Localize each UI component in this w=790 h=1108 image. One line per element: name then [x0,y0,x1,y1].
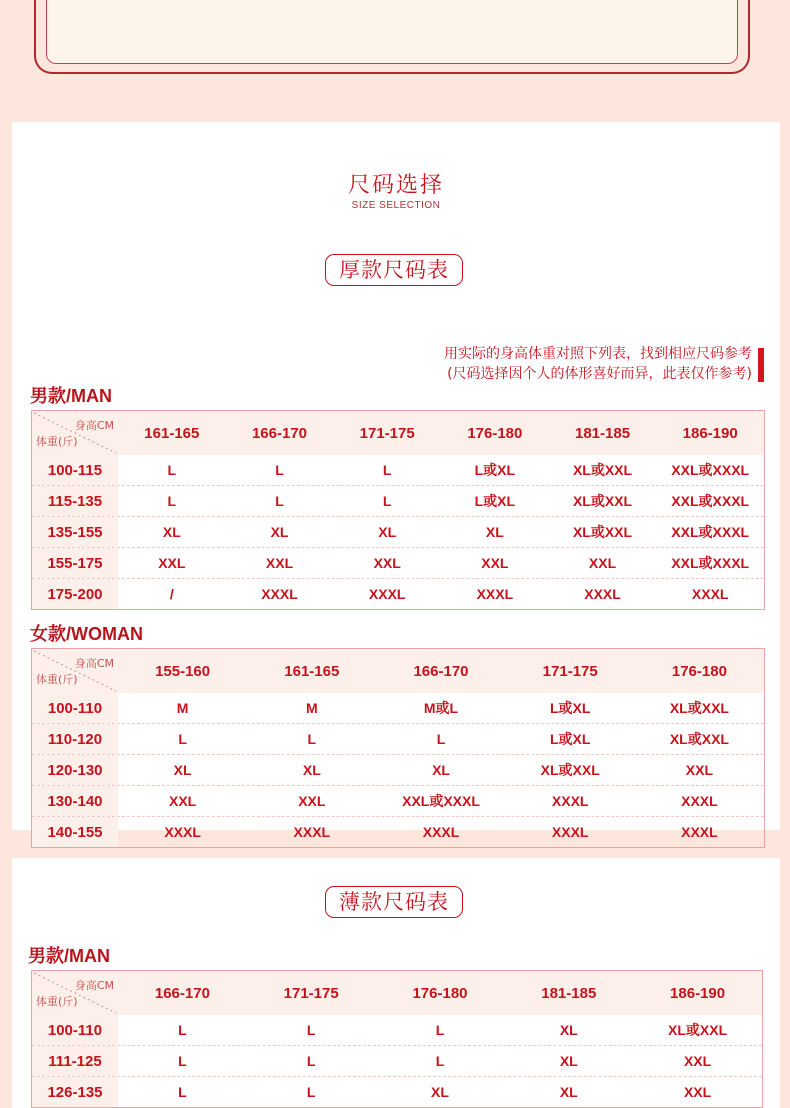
size-cell: XXXL [368,586,406,602]
weight-cell: 135-155 [32,517,118,547]
size-cell: / [169,586,174,602]
size-cell: XXL [298,793,326,809]
size-cell: M [305,700,318,716]
size-cell: XXL [685,762,714,778]
size-cell: XXL [373,555,401,571]
corner-height-label: 身高CM [74,419,114,432]
thick-woman-table [31,648,765,848]
size-cell: XXXL [164,824,201,840]
corner-height-label: 身高CM [74,657,114,670]
size-cell: L [382,462,392,478]
size-cell: XXL [158,555,186,571]
size-cell: XXL或XXXL [671,524,750,540]
size-cell: XXXL [681,793,718,809]
table-row [32,754,764,785]
table-row [32,785,764,816]
size-cell: L [167,462,177,478]
size-cell: XL或XXL [669,731,729,747]
size-note-line2: (尺码选择因个人的体形喜好而异，此表仅作参考) [447,366,752,382]
size-cell: XXL [265,555,294,571]
size-cell: L或XL [474,493,516,509]
size-note-line1: 用实际的身高体重对照下列表，找到相应尺码参考 [444,346,752,362]
size-cell: XXXL [551,824,589,840]
size-cell: XXL [168,793,197,809]
size-cell: XL或XXL [572,524,633,540]
size-cell: XXXL [293,824,331,840]
size-cell: L [178,1022,187,1038]
size-cell: XXXL [691,586,729,602]
size-cell: XXXL [476,586,514,602]
weight-cell: 120-130 [32,755,118,785]
size-cell: XXXL [261,586,298,602]
table-row [32,1045,762,1076]
height-header-cell: 171-175 [359,424,415,442]
size-cell: L [275,462,284,478]
size-cell: XL或XXL [540,762,600,778]
size-cell: XL [270,524,289,540]
table-header [32,649,764,693]
size-cell: L [178,731,187,747]
height-header-cell: 166-170 [154,984,210,1002]
table-header [32,411,764,455]
table-row [32,516,764,547]
table-row [32,1015,762,1045]
size-card-thin [12,858,780,1108]
thick-man-label: 男款/MAN [30,386,112,406]
thick-woman-clip [12,648,780,841]
height-header-cell: 155-160 [155,662,211,680]
size-cell: L [178,1053,187,1069]
thin-man-table [31,970,763,1108]
weight-cell: 155-175 [32,548,118,578]
height-header-cell: 176-180 [412,984,468,1002]
height-header-cell: 181-185 [574,424,631,442]
size-cell: XXXL [551,793,589,809]
size-cell: XL [485,524,504,540]
size-cell: L [435,1022,445,1038]
table-row [32,1076,762,1107]
height-header-cell: 176-180 [671,662,727,680]
weight-cell: 100-110 [32,1015,118,1045]
size-cell: XXL [683,1084,712,1100]
size-cell: L [435,1053,445,1069]
table-row [32,485,764,516]
table-body [32,455,764,609]
size-cell: L [167,493,177,509]
weight-cell: 175-200 [32,579,118,609]
size-cell: L或XL [549,731,591,747]
weight-cell: 140-155 [32,817,118,847]
corner-height-label: 身高CM [74,979,114,992]
size-cell: XL [559,1084,578,1100]
size-cell: XL [173,762,192,778]
size-cell: XXL或XXXL [402,793,480,809]
size-cell: XL [559,1022,578,1038]
size-cell: XXL [588,555,617,571]
weight-cell: 115-135 [32,486,118,516]
height-header-cell: 171-175 [542,662,598,680]
size-cell: XL [431,1084,449,1100]
size-cell: L [306,1084,316,1100]
top-image-panel [46,0,738,64]
section-subtitle: SIZE SELECTION [351,200,441,211]
table-row [32,723,764,754]
thin-size-chart-pill: 薄款尺码表 [325,886,463,918]
weight-cell: 100-115 [32,455,118,485]
size-cell: L [382,493,392,509]
height-header-cell: 176-180 [467,424,523,442]
weight-cell: 130-140 [32,786,118,816]
size-cell: XL [162,524,181,540]
thick-size-chart-pill: 厚款尺码表 [325,254,463,286]
height-header-cell: 161-165 [284,662,340,680]
weight-cell: 100-110 [32,693,118,723]
height-header-cell: 166-170 [251,424,308,442]
size-cell: L或XL [549,700,591,716]
table-row [32,578,764,609]
height-header-cell: 161-165 [144,424,200,442]
size-cell: XL或XXL [572,493,633,509]
height-header-cell: 186-190 [682,424,738,442]
size-cell: XL或XXL [668,1022,728,1038]
corner-weight-label: 体重(斤) [36,673,78,686]
size-cell: L [275,493,284,509]
size-cell: XXL或XXXL [671,462,750,478]
thick-man-table [31,410,765,610]
size-cell: XXL [481,555,509,571]
size-cell: L或XL [474,462,516,478]
size-cell: M [176,700,189,716]
table-body [32,693,764,847]
size-cell: L [306,1053,316,1069]
height-header-cell: 166-170 [413,662,469,680]
size-cell: XXL或XXXL [671,493,750,509]
size-cell: XL [378,524,397,540]
size-cell: L [436,731,446,747]
size-cell: XXXL [584,586,621,602]
table-row [32,693,764,723]
corner-weight-label: 体重(斤) [36,995,78,1008]
table-body [32,1015,762,1107]
note-accent-bar [758,348,764,382]
table-row [32,816,764,847]
height-header-cell: 171-175 [283,984,339,1002]
size-cell: L [307,731,317,747]
size-cell: XL [302,762,321,778]
size-cell: M或L [423,700,459,716]
size-cell: XXL [683,1053,712,1069]
table-header [32,971,762,1015]
size-cell: XL [559,1053,578,1069]
size-cell: L [178,1084,187,1100]
table-corner-cell [32,411,118,455]
weight-cell: 126-135 [32,1077,118,1107]
size-cell: XXXL [422,824,460,840]
size-note [444,344,752,384]
table-row [32,547,764,578]
table-corner-cell [32,971,118,1015]
height-header-cell: 181-185 [541,984,597,1002]
weight-cell: 111-125 [32,1046,118,1076]
size-cell: XL或XXL [572,462,633,478]
size-card-thick [12,122,780,841]
height-header-cell: 186-190 [670,984,726,1002]
corner-weight-label: 体重(斤) [36,435,78,448]
size-cell: XL或XXL [669,700,729,716]
table-row [32,455,764,485]
size-cell: L [306,1022,316,1038]
size-cell: XXXL [681,824,718,840]
thick-woman-label: 女款/WOMAN [30,624,143,644]
section-title: 尺码选择 [347,173,444,198]
size-cell: XL [432,762,450,778]
table-corner-cell [32,649,118,693]
weight-cell: 110-120 [32,724,118,754]
size-cell: XXL或XXXL [671,555,750,571]
thin-man-label: 男款/MAN [28,946,110,966]
